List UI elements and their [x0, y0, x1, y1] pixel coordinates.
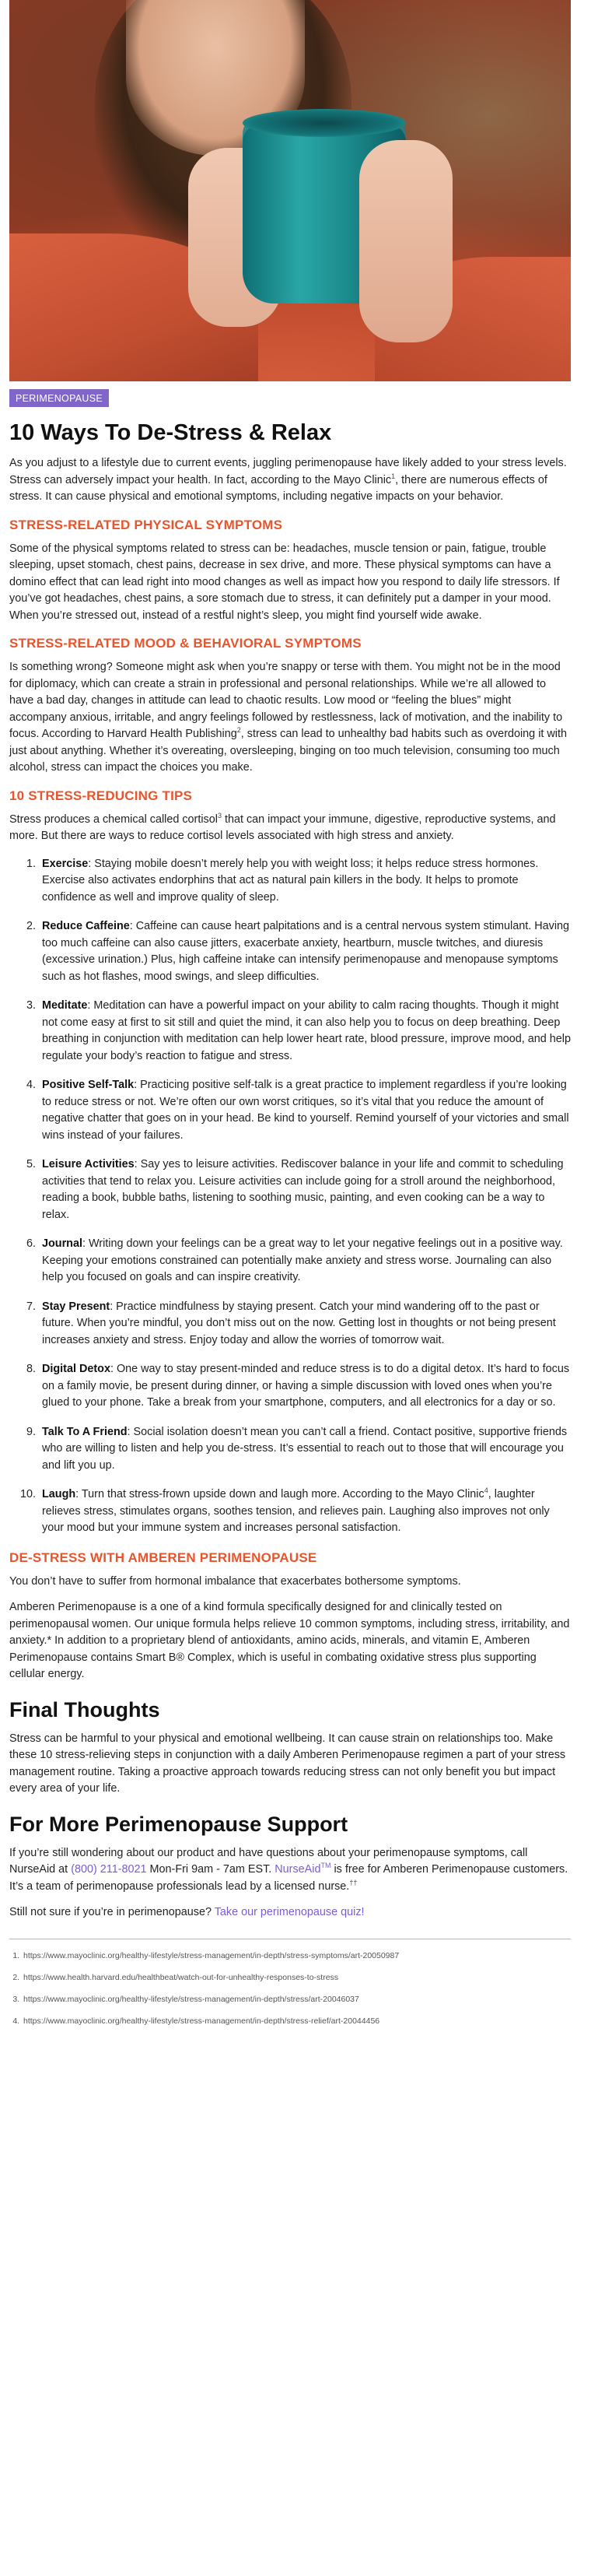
tip-item	[39, 1299, 571, 1349]
final-thoughts-heading: Final Thoughts	[9, 1697, 160, 1721]
quiz-link[interactable]: Take our perimenopause quiz!	[214, 1906, 365, 1918]
tip-label: Stay Present	[42, 1300, 110, 1313]
quiz-prompt: Still not sure if you’re in perimenopause?	[9, 1906, 215, 1918]
article-content	[9, 389, 571, 2037]
tip-text: : Turn that stress-frown upside down and laugh more. According to the Mayo Clinic	[75, 1488, 484, 1500]
tip-text: : Meditation can have a powerful impact on your ability to calm racing thoughts. Though it might not come easy at first to sit still and quiet the mind, it can also help you to focus on deep breathing. Deep breathing in conjunction with meditation can help lower heart rate, blood pressure, improve mood, and help regulate your body’s reaction to fatigue and stress.	[42, 999, 571, 1062]
tip-text: : Caffeine can cause heart palpitations and is a central nervous system stimulant. Having too much caffeine can also cause jitters, exacerbate anxiety, heartburn, muscle twitches, and diuresis (excessive urination.) Plus, high caffeine intake can intensify perimenopause and menopause symptoms such as hot flashes, mood swings, and sleep difficulties.	[42, 920, 570, 983]
reference-item[interactable]: 1. https://www.mayoclinic.org/healthy-lifestyle/stress-management/in-depth/stress-symptoms/art-20050987	[22, 1950, 571, 1961]
footnote-ref-3[interactable]: 3	[217, 811, 222, 819]
footnote-ref-1[interactable]: 1	[391, 472, 396, 480]
tip-item	[39, 1424, 571, 1475]
amberen-heading: DE-STRESS WITH AMBEREN PERIMENOPAUSE	[9, 1549, 317, 1565]
tips-intro-text-b: that can impact your immune, digestive, reproductive systems, and more. But there are ways to reduce cortisol levels associated with high stress and anxiety.	[9, 812, 556, 842]
mood-symptoms-paragraph	[9, 659, 571, 777]
hero-hand-right	[359, 140, 453, 342]
footnote-ref-2[interactable]: 2	[236, 726, 241, 735]
intro-text-b: , there are numerous effects of stress. It can cause physical and emotional symptoms, including negative impacts on your behavior.	[9, 473, 547, 503]
tip-label: Digital Detox	[42, 1363, 110, 1375]
nurseaid-link[interactable]: NurseAid	[275, 1863, 321, 1876]
hero-image	[9, 0, 571, 381]
support-text-c: is free for Amberen Perimenopause customers. It’s a team of perimenopause professionals lead by a licensed nurse.	[9, 1863, 568, 1893]
footnote-ref-4[interactable]: 4	[484, 1486, 488, 1495]
tip-item	[39, 1077, 571, 1144]
support-heading: For More Perimenopause Support	[9, 1812, 348, 1836]
tip-label: Leisure Activities	[42, 1158, 135, 1170]
mood-symptoms-heading: STRESS-RELATED MOOD & BEHAVIORAL SYMPTOMS	[9, 636, 362, 651]
tip-label: Exercise	[42, 857, 89, 870]
tip-text: : Practicing positive self-talk is a great practice to implement regardless if you’re looking to reduce stress or not. We’re often our own worst critiques, so it’s vital that you reduce the amount of negative chatter that goes on in your head. Be kind to yourself. Remind yourself of your victories and small wins instead of your failures.	[42, 1079, 569, 1142]
quiz-paragraph	[9, 1904, 571, 1921]
tip-label: Positive Self-Talk	[42, 1079, 135, 1091]
tip-label: Meditate	[42, 999, 88, 1012]
tip-text: : Say yes to leisure activities. Rediscover balance in your life and commit to scheduling activities that tend to relax you. Leisure activities can include going for a stroll around the neighborhood, reading a book, bubble baths, listening to soothing music, painting, and even cooking can be a way to relax.	[42, 1158, 564, 1221]
support-text-b: Mon-Fri 9am - 7am EST.	[146, 1863, 275, 1876]
tip-item	[39, 1486, 571, 1537]
mood-text-b: , stress can lead to unhealthy bad habits such as overdoing it with just about anything. Whether it’s overeating, oversleeping, binging on too much television, consuming too much alcohol, stress can impact the choices you make.	[9, 728, 567, 774]
tips-intro-text-a: Stress produces a chemical called cortisol	[9, 812, 218, 826]
tip-label: Talk To A Friend	[42, 1425, 128, 1438]
tip-item	[39, 1236, 571, 1286]
article-title: 10 Ways To De-Stress & Relax	[9, 420, 332, 445]
support-text-a: If you’re still wondering about our product and have questions about your perimenopause symptoms, call NurseAid at	[9, 1846, 528, 1876]
mood-text-a: Is something wrong? Someone might ask when you’re snappy or terse with them. You might not be in the mood for diplomacy, which can create a strain in professional and personal relationships. While we’re all allowed to have a bad day, changes in attitude can lead to chaotic results. Low mood or “feeling the blues” might accompany anxious, irritable, and angry feelings followed by restlessness, lack of motivation, and the inability to focus. According to Harvard Health Publishing	[9, 661, 563, 740]
tip-text: : Staying mobile doesn’t merely help you with weight loss; it helps reduce stress hormones. Exercise also activates endorphins that act as natural pain killers in the body. It helps to promote confidence as well and improve quality of sleep.	[42, 857, 539, 904]
physical-symptoms-heading: STRESS-RELATED PHYSICAL SYMPTOMS	[9, 517, 283, 532]
tip-text-b: , laughter relieves stress, stimulates organs, soothes tension, and relieves pain. Laughing also improves not only your mood but your immune system and increases personal satisfaction.	[42, 1488, 550, 1534]
tip-item	[39, 998, 571, 1065]
tip-item	[39, 856, 571, 907]
tips-heading: 10 STRESS-REDUCING TIPS	[9, 788, 193, 803]
reference-item[interactable]: 3. https://www.mayoclinic.org/healthy-lifestyle/stress-management/in-depth/stress/art-20046037	[22, 1994, 571, 2005]
reference-item[interactable]: 4. https://www.mayoclinic.org/healthy-lifestyle/stress-management/in-depth/stress-relief/art-20044456	[22, 2016, 571, 2027]
tip-text: : Social isolation doesn’t mean you can’t call a friend. Contact positive, supportive friends who are willing to listen and help you de-stress. It’s essential to reach out to those that will encourage you and lift you up.	[42, 1425, 568, 1472]
tip-label: Journal	[42, 1237, 82, 1250]
trademark-mark: TM	[320, 1862, 331, 1870]
phone-link[interactable]: (800) 211-8021	[71, 1863, 147, 1876]
tip-item	[39, 918, 571, 985]
dagger-mark: ††	[349, 1878, 358, 1886]
tip-label: Reduce Caffeine	[42, 920, 130, 932]
tip-item	[39, 1361, 571, 1412]
amberen-paragraph-2: Amberen Perimenopause is a one of a kind formula specifically designed for and clinically tested on perimenopausal women. Our unique formula helps relieve 10 common symptoms, including stress, irritability, and anxiety.* In addition to a proprietary blend of antioxidants, amino acids, minerals, and vitamin E, Amberen Perimenopause contains Smart B® Complex, which is useful in combating oxidative stress plus supporting cellular energy.	[9, 1601, 570, 1680]
physical-symptoms-paragraph: Some of the physical symptoms related to stress can be: headaches, muscle tension or pain, fatigue, trouble sleeping, upset stomach, chest pains, decrease in sex drive, and more. These physical symptoms can have a domino effect that can lead right into mood changes as well as impact how you respond to daily life stressors. If you’ve got headaches, chest pains, a sore stomach due to stress, it can definitely put a damper in your mood. When you’re stressed out, instead of a restful night’s sleep, you might find yourself wide awake.	[9, 542, 560, 622]
support-paragraph	[9, 1845, 571, 1896]
category-tag[interactable]: PERIMENOPAUSE	[9, 389, 109, 407]
amberen-paragraph-1: You don’t have to suffer from hormonal imbalance that exacerbates bothersome symptoms.	[9, 1574, 461, 1588]
references-list	[9, 1950, 571, 2027]
tip-text: : Practice mindfulness by staying present. Catch your mind wandering off to the past or future. When you’re mindful, you don’t miss out on the now. Getting lost in thoughts or not being present increases anxiety and stress. Enjoy today and allow the worries of tomorrow wait.	[42, 1300, 556, 1346]
hero-mug-rim	[243, 109, 406, 137]
tips-list	[9, 856, 571, 1537]
tip-text: : Writing down your feelings can be a great way to let your negative feelings out in a positive way. Keeping your emotions constrained can potentially make anxiety and stress worse. Journaling can also help you focused on goals and can inspire creativity.	[42, 1237, 563, 1283]
tip-label: Laugh	[42, 1488, 76, 1500]
final-thoughts-paragraph: Stress can be harmful to your physical and emotional wellbeing. It can cause strain on relationships too. Make these 10 stress-relieving steps in conjunction with a daily Amberen Perimenopause regimen a part of your stress management routine. Taking a proactive approach towards reducing stress can not only benefit you but impact every area of your life.	[9, 1732, 566, 1795]
tip-item	[39, 1156, 571, 1223]
tip-text: : One way to stay present-minded and reduce stress is to do a digital detox. It’s hard to focus on a family movie, be present during dinner, or having a simple discussion with loved ones when you’re glued to your phone. Take a break from your smartphone, computers, and all electronics for a day or so.	[42, 1363, 570, 1409]
intro-paragraph	[9, 455, 571, 506]
intro-text-a: As you adjust to a lifestyle due to current events, juggling perimenopause have likely added to your stress levels. Stress can adversely impact your health. In fact, according to the Mayo Clinic	[9, 457, 567, 486]
reference-item[interactable]: 2. https://www.health.harvard.edu/healthbeat/watch-out-for-unhealthy-responses-to-stress	[22, 1972, 571, 1983]
tips-intro-paragraph	[9, 812, 571, 845]
